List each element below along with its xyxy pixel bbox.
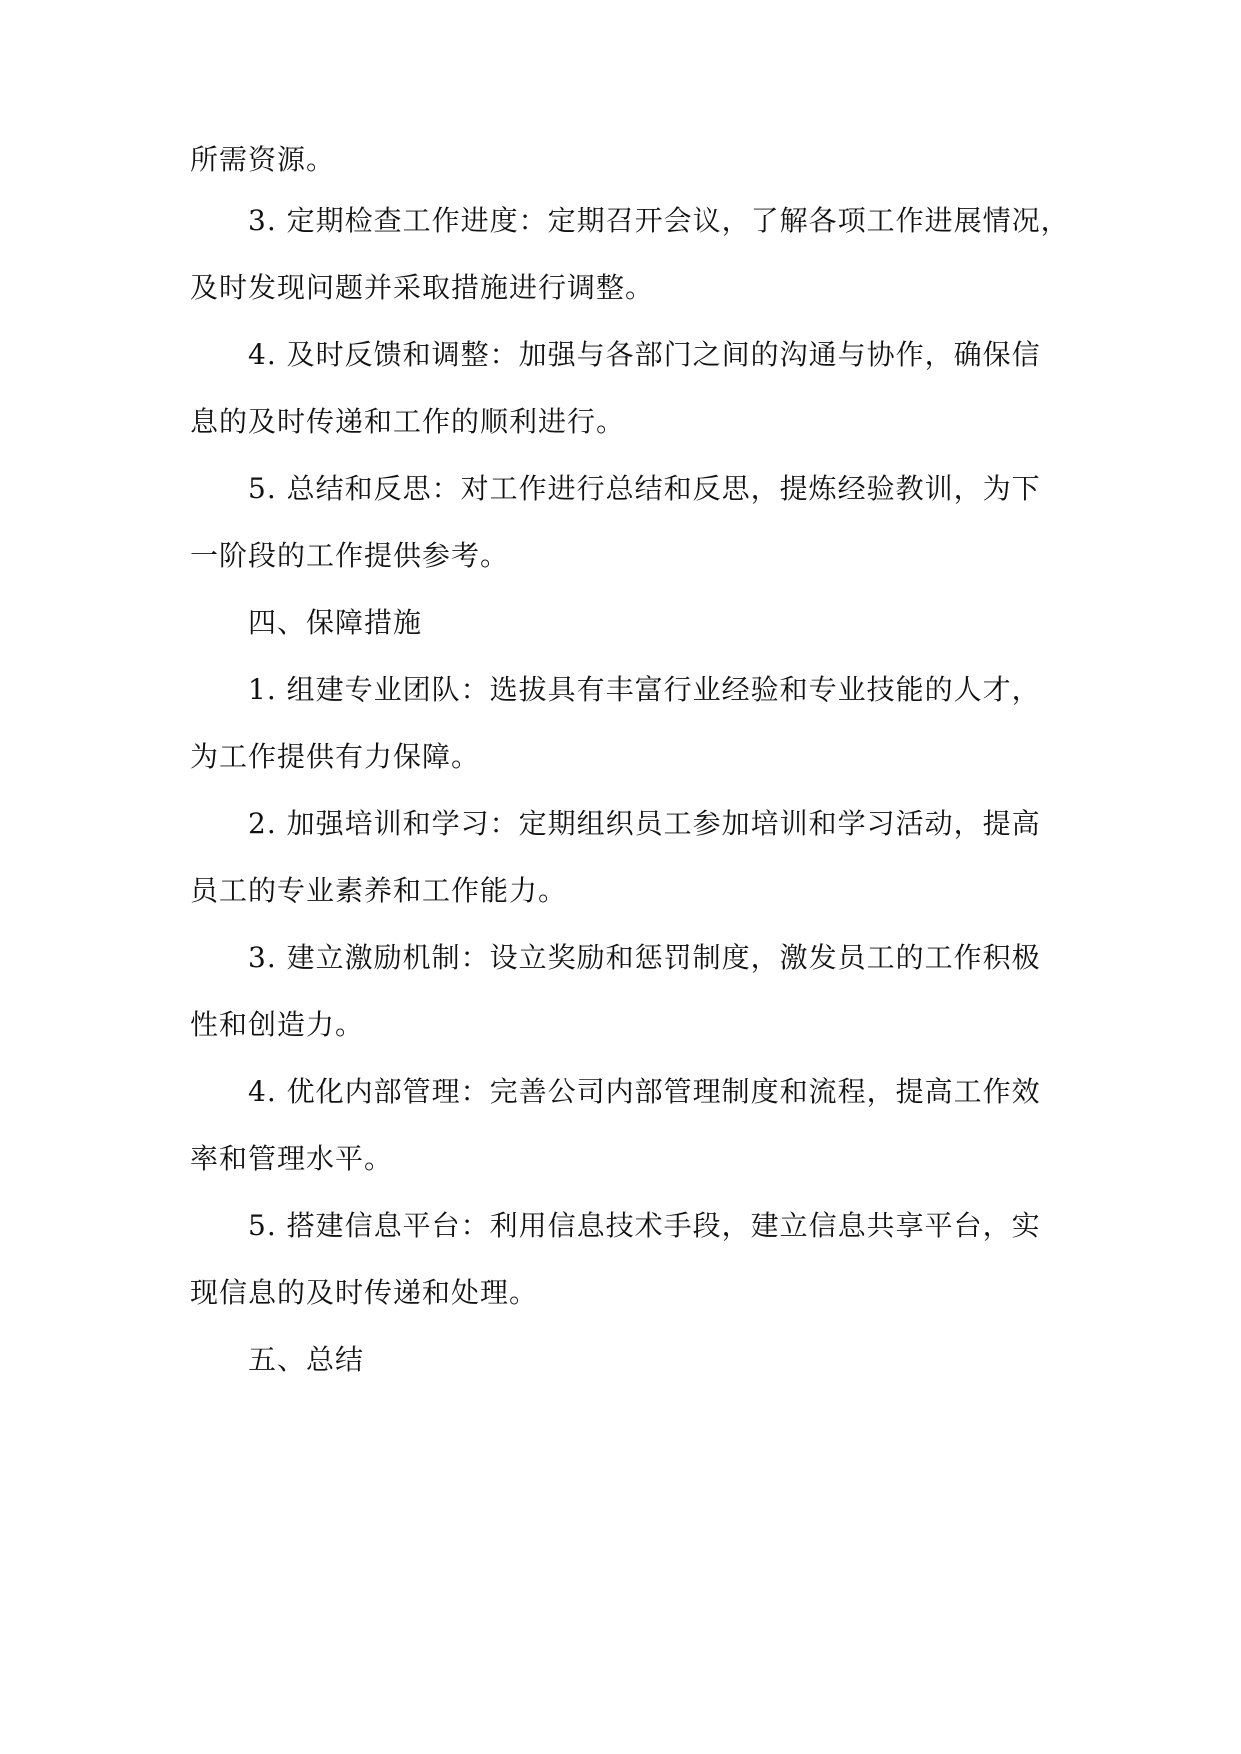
measure-item-5-line-2: 现信息的及时传递和处理。: [190, 1276, 539, 1309]
list-item-3-line-1: 3. 定期检查工作进度：定期召开会议，了解各项工作进展情况，: [248, 204, 1070, 237]
list-item-4-line-1: 4. 及时反馈和调整：加强与各部门之间的沟通与协作，确保信: [248, 338, 1041, 371]
list-item-5-line-2: 一阶段的工作提供参考。: [190, 539, 510, 572]
measure-item-2-line-2: 员工的专业素养和工作能力。: [190, 874, 568, 907]
list-item-4-line-2: 息的及时传递和工作的顺利进行。: [190, 405, 626, 438]
section-heading-4: 四、保障措施: [248, 606, 423, 639]
section-heading-5: 五、总结: [248, 1343, 365, 1376]
measure-item-1-line-2: 为工作提供有力保障。: [190, 740, 481, 773]
list-item-5-line-1: 5. 总结和反思：对工作进行总结和反思，提炼经验教训，为下: [248, 472, 1041, 505]
measure-item-3-line-1: 3. 建立激励机制：设立奖励和惩罚制度，激发员工的工作积极: [248, 941, 1041, 974]
measure-item-3-line-2: 性和创造力。: [190, 1008, 365, 1041]
measure-item-4-line-1: 4. 优化内部管理：完善公司内部管理制度和流程，提高工作效: [248, 1075, 1041, 1108]
measure-item-2-line-1: 2. 加强培训和学习：定期组织员工参加培训和学习活动，提高: [248, 807, 1041, 840]
measure-item-1-line-1: 1. 组建专业团队：选拔具有丰富行业经验和专业技能的人才，: [248, 673, 1041, 706]
measure-item-5-line-1: 5. 搭建信息平台：利用信息技术手段，建立信息共享平台，实: [248, 1209, 1041, 1242]
measure-item-4-line-2: 率和管理水平。: [190, 1142, 394, 1175]
list-item-3-line-2: 及时发现问题并采取措施进行调整。: [190, 271, 655, 304]
body-text-line: 所需资源。: [190, 143, 336, 176]
